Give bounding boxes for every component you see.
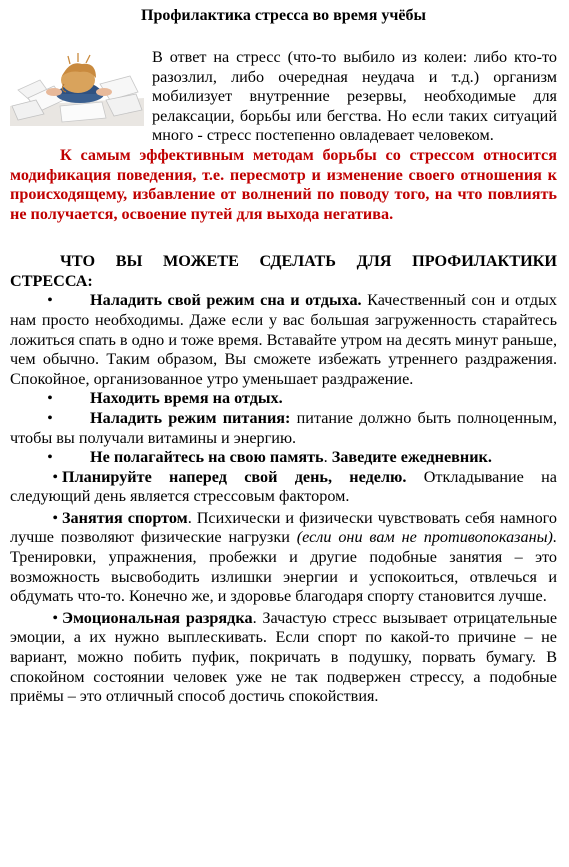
intro-paragraph — [10, 48, 557, 146]
item-text: . — [323, 448, 332, 467]
item-bold-text: Занятия спортом — [62, 508, 188, 527]
bullet-icon: • — [52, 508, 58, 527]
document-title: Профилактика стресса во время учёбы — [141, 7, 426, 24]
bullet-icon: • — [47, 448, 53, 467]
item-bold-text: Наладить режим питания: — [90, 408, 291, 427]
item-bold-text: Наладить свой режим сна и отдыха. — [90, 291, 362, 310]
item-bold-text: Эмоциональная разрядка — [62, 608, 253, 627]
bullet-icon: • — [47, 408, 53, 427]
item-text: питание должно быть полноценным, чтобы вы получали витамины и энергию. — [10, 408, 557, 447]
list-item — [10, 509, 557, 607]
item-bold-text-2: Заведите ежедневник. — [331, 448, 492, 467]
list-item — [10, 291, 557, 389]
list-item — [10, 389, 557, 409]
item-text: Откладывание на следующий день является стрессовым фактором. — [10, 467, 557, 506]
item-bold-text: Не полагайтесь на свою память — [90, 448, 324, 467]
highlight-paragraph: К самым эффективным методам борьбы со стрессом относится модификация поведения, т.е. пересмотр и изменение своего отношения к происходящему, избавление от волнений по поводу того, на что повлиять не получается, освоение путей для выхода негатива. — [10, 145, 557, 223]
item-text: . Психически и физически чувствовать себя намного лучше позволяют физические нагрузки — [10, 508, 557, 547]
item-italic-text: (если они вам не противопоказаны). — [296, 528, 557, 547]
bullet-icon: • — [47, 389, 53, 408]
item-bold-text: Планируйте наперед свой день, неделю. — [62, 467, 407, 486]
bullet-icon: • — [52, 608, 58, 627]
list-item — [10, 409, 557, 448]
bullet-icon: • — [52, 467, 58, 486]
section-heading: ЧТО ВЫ МОЖЕТЕ СДЕЛАТЬ ДЛЯ ПРОФИЛАКТИКИ СТРЕССА: — [10, 252, 557, 291]
intro-text: В ответ на стресс (что-то выбило из колеи: либо кто-то разозлил, либо очередная неудача и т.д.) организм мобилизует внутренние резервы, необходимые для релаксации, борьбы или бегства. Но если таких ситуаций много - стресс постепенно овладевает человеком. — [152, 48, 557, 145]
list-item — [10, 468, 557, 507]
item-text-2: Тренировки, упражнения, пробежки и другие подобные занятия – это возможность высвободить излишки энергии и успокоиться, отвлечься и обдумать что-то. Конечно же, и здоровье благодаря спорту становится лучше. — [10, 548, 557, 606]
item-bold-text: Находить время на отдых. — [90, 389, 283, 408]
bullet-icon: • — [47, 291, 53, 310]
item-text: . Зачастую стресс вызывает отрицательные эмоции, а их нужно выплескивать. Если спорт по какой-то причине – не вариант, можно побить пуфик, покричать в подушку, порвать бумагу. В спокойном состоянии человек уже не так подвержен стрессу, а подобные приёмы – это отличный способ достичь спокойствия. — [10, 608, 558, 706]
stressed-person-photo — [10, 50, 144, 126]
item-text: Качественный сон и отдых нам просто необходимы. Даже если у вас большая загруженность старайтесь ложиться спать в одно и тоже время. Вставайте утром на десять минут раньше, чем обычно. Таким образом, Вы сможете избежать утреннего раздражения. Спокойное, организованное утро уменьшает раздражение. — [10, 291, 557, 388]
list-item — [10, 609, 557, 707]
list-item — [10, 448, 557, 468]
